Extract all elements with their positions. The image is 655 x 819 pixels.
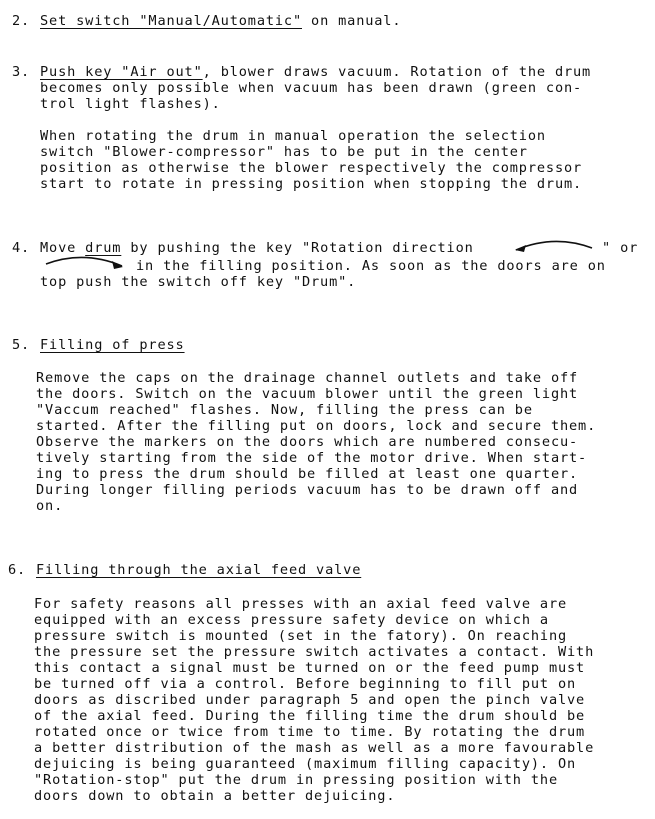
- text-line: position as otherwise the blower respectively the compressor: [40, 160, 583, 176]
- text-line: started. After the filling put on doors, lock and secure them.: [36, 418, 597, 434]
- text-line: in the filling position. As soon as the doors are on: [136, 258, 606, 274]
- item-number: 6.: [8, 562, 27, 578]
- text-line: When rotating the drum in manual operation the selection: [40, 128, 546, 144]
- curved-arrow-right-icon: [42, 252, 126, 272]
- text-line: ing to press the drum should be filled at least one quarter.: [36, 466, 579, 482]
- text-line: start to rotate in pressing position when stopping the drum.: [40, 176, 583, 192]
- text-line: tively starting from the side of the motor drive. When start-: [36, 450, 588, 466]
- text-line: Remove the caps on the drainage channel outlets and take off: [36, 370, 579, 386]
- text-line: trol light flashes).: [40, 96, 221, 112]
- text-line: pressure switch is mounted (set in the fatory). On reaching: [34, 628, 568, 644]
- text-line: [40, 13, 401, 29]
- text-line: this contact a signal must be turned on or the feed pump must: [34, 660, 586, 676]
- text-line: dejuicing is being guaranteed (maximum filling capacity). On: [34, 756, 577, 772]
- text-line: For safety reasons all presses with an axial feed valve are: [34, 596, 568, 612]
- text-line: "Rotation-stop" put the drum in pressing position with the: [34, 772, 558, 788]
- item-number: 5.: [12, 337, 31, 353]
- section-heading: Filling through the axial feed valve: [36, 562, 362, 578]
- underlined-phrase: Push key "Air out": [40, 64, 203, 80]
- text-run: , blower draws vacuum. Rotation of the drum: [202, 64, 592, 80]
- section-heading: Filling of press: [40, 337, 185, 353]
- text-line: on.: [36, 498, 64, 514]
- text-line: doors down to obtain a better dejuicing.: [34, 788, 396, 804]
- text-line: During longer filling periods vacuum has to be drawn off and: [36, 482, 579, 498]
- text-line: the pressure set the pressure switch activates a contact. With: [34, 644, 595, 660]
- curved-arrow-left-icon: [512, 236, 596, 256]
- item-number: 4.: [12, 240, 31, 256]
- text-line: be turned off via a control. Before beginning to fill put on: [34, 676, 577, 692]
- text-line: of the axial feed. During the filling time the drum should be: [34, 708, 586, 724]
- text-line: " or: [602, 240, 639, 256]
- text-line: [40, 64, 591, 80]
- item-number: 2.: [12, 13, 31, 29]
- text-line: "Vaccum reached" flashes. Now, filling the press can be: [36, 402, 533, 418]
- text-run: on manual.: [302, 13, 402, 29]
- text-line: equipped with an excess pressure safety device on which a: [34, 612, 549, 628]
- text-line: a better distribution of the mash as well as a more favourable: [34, 740, 595, 756]
- text-line: rotated once or twice from time to time. By rotating the drum: [34, 724, 586, 740]
- text-line: doors as discribed under paragraph 5 and open the pinch valve: [34, 692, 586, 708]
- text-line: the doors. Switch on the vacuum blower until the green light: [36, 386, 579, 402]
- text-line: top push the switch off key "Drum".: [40, 274, 357, 290]
- text-line: switch "Blower-compressor" has to be put in the center: [40, 144, 528, 160]
- underlined-phrase: Set switch "Manual/Automatic": [40, 13, 302, 29]
- text-line: Observe the markers on the doors which are numbered consecu-: [36, 434, 579, 450]
- text-line: becomes only possible when vacuum has been drawn (green con-: [40, 80, 583, 96]
- text-run: by pushing the key "Rotation direction: [121, 240, 474, 256]
- text-run: Move: [40, 240, 86, 256]
- underlined-phrase: drum: [85, 240, 122, 256]
- item-number: 3.: [12, 64, 31, 80]
